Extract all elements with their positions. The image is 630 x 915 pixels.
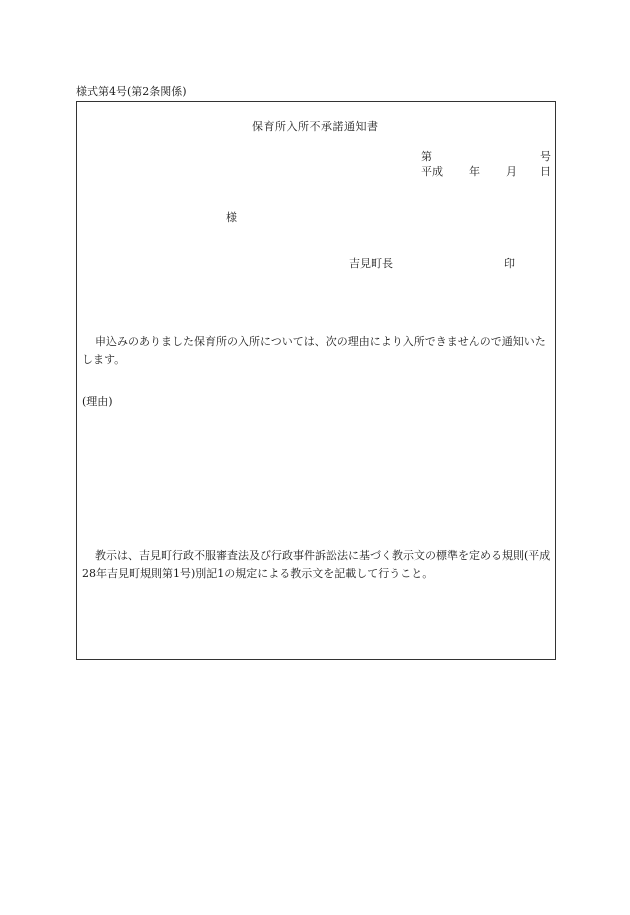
reason-label: (理由) [82,395,113,408]
seal-mark: 印 [504,257,515,270]
notice-body: 申込みのありました保育所の入所については、次の理由により入所できませんので通知いたします。 [82,335,546,366]
date-era: 平成 [421,165,443,178]
issuer-name: 吉見町長 [349,257,393,270]
form-number-label: 様式第4号(第2条関係) [76,85,187,98]
instruction-note: 教示は、吉見町行政不服審査法及び行政事件訴訟法に基づく教示文の標準を定める規則(平成28年吉見町規則第1号)別記1の規定による教示文を記載して行うこと。 [82,549,551,580]
recipient-honorific: 様 [226,211,237,224]
document-number-prefix: 第 [421,150,432,163]
date-month: 月 [506,165,517,178]
document-title: 保育所入所不承諾通知書 [252,120,379,133]
date-day: 日 [540,165,551,178]
date-year: 年 [469,165,480,178]
document-number-suffix: 号 [540,150,551,163]
